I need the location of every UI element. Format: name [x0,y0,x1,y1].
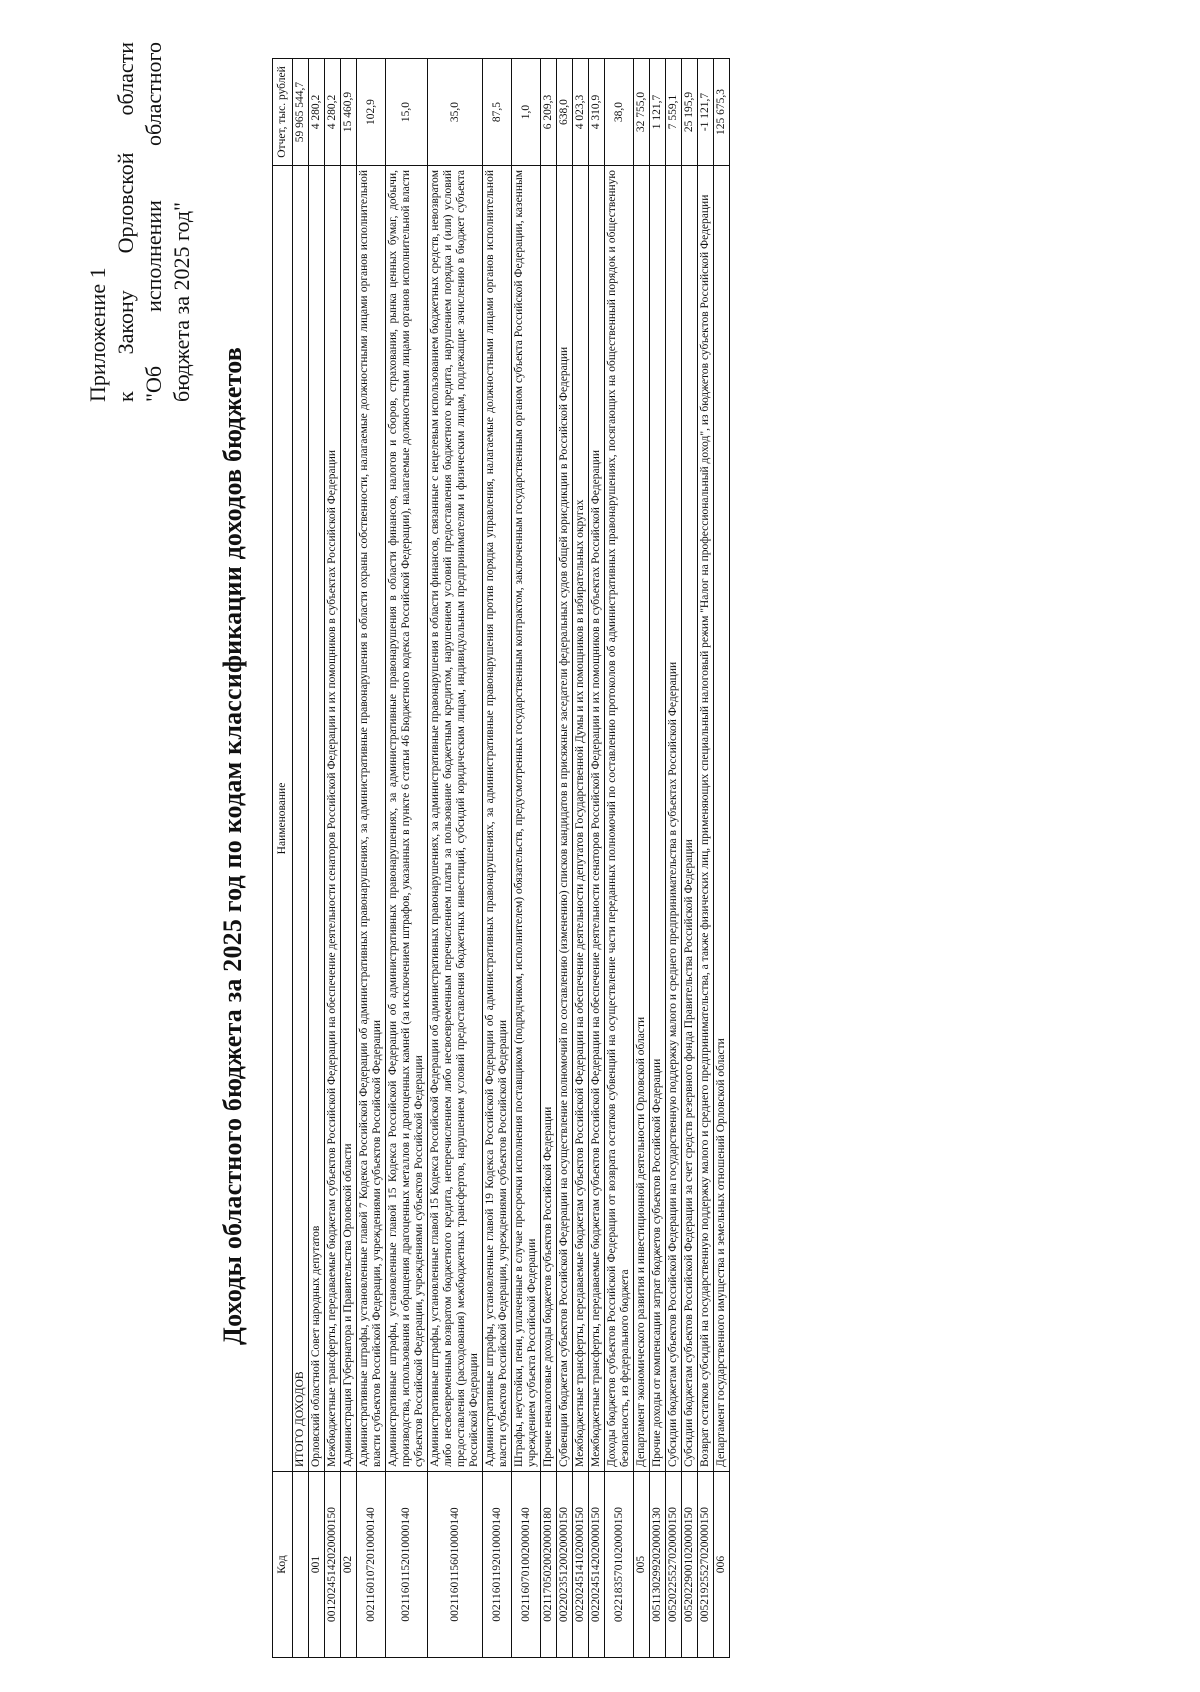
table-row [666,59,682,1658]
row-name: Орловский областной Совет народных депутатов [309,166,325,1472]
table-header-row [273,59,293,1658]
table-row [325,59,341,1658]
table-row [293,59,309,1658]
table-row [341,59,357,1658]
row-code: 00221835701020000150 [605,1472,634,1658]
row-name: Прочие неналоговые доходы бюджетов субъектов Российской Федерации [541,166,557,1472]
row-code: 00211601156010000140 [428,1472,483,1658]
row-code: 001 [309,1472,325,1658]
row-name: Субсидии бюджетам субъектов Российской Федерации на государственную поддержку малого и среднего предпринимательства в субъектах Российской Федерации [666,166,682,1472]
row-code: 00520225527020000150 [666,1472,682,1658]
row-amount: 15 460,9 [341,59,357,166]
document-title: Доходы областного бюджета за 2025 год по кодам классификации доходов бюджетов [218,347,247,1346]
table-row [557,59,573,1658]
table-row [573,59,589,1658]
table-row [541,59,557,1658]
row-name: Доходы бюджетов субъектов Российской Федерации от возврата остатков субвенций на осуществление части переданных полномочий по составлению протоколов об административных правонарушениях, посягающих на общественный порядок и общественную безопасность, из федерального бюджета [605,166,634,1472]
row-name: Субвенции бюджетам субъектов Российской Федерации на осуществление полномочий по составлению (изменению) списков кандидатов в присяжные заседатели федеральных судов общей юрисдикции в Российской Федерации [557,166,573,1472]
table-row [650,59,666,1658]
revenue-table [272,58,730,1658]
row-name: ИТОГО ДОХОДОВ [293,166,309,1472]
row-amount: 6 209,3 [541,59,557,166]
header-code: Код [273,1472,293,1658]
table-row [682,59,698,1658]
row-name: Прочие доходы от компенсации затрат бюджетов субъектов Российской Федерации [650,166,666,1472]
header-amount: Отчет, тыс. рублей [273,59,293,166]
table-row [589,59,605,1658]
row-name: Административные штрафы, установленные главой 7 Кодекса Российской Федерации об административных правонарушениях, за административные правонарушения в области охраны собственности, налагаемые должностными лицами органов исполнительной власти субъектов Российской Федерации, учреждениями субъектов Российской Федерации [357,166,386,1472]
row-name: Департамент государственного имущества и земельных отношений Орловской области [714,166,730,1472]
row-amount: 102,9 [357,59,386,166]
row-name: Межбюджетные трансферты, передаваемые бюджетам субъектов Российской Федерации на обеспечение деятельности сенаторов Российской Федерации и их помощников в субъектах Российской Федерации [325,166,341,1472]
row-name: Административные штрафы, установленные главой 19 Кодекса Российской Федерации об административных правонарушениях, за административные правонарушения против порядка управления, налагаемые должностными лицами органов исполнительной власти субъектов Российской Федерации, учреждениями субъектов Российской Федерации [483,166,512,1472]
row-name: Административные штрафы, установленные главой 15 Кодекса Российской Федерации об административных правонарушениях, за административные правонарушения в области финансов, связанные с нецелевым использованием бюджетных средств, невозвратом либо несвоевременным возвратом бюджетного кредита, неперечислением либо несвоевременным перечислением платы за пользование бюджетным кредитом, нарушением условий предоставления бюджетного кредита, нарушением порядка и (или) условий предоставления (расходования) межбюджетных трансфертов, нарушением условий предоставления бюджетных инвестиций, субсидий юридическим лицам, индивидуальным предпринимателям и физическим лицам, подлежащие зачислению в бюджет субъекта Российской Федерации [428,166,483,1472]
row-amount: 25 195,9 [682,59,698,166]
row-amount: 15,0 [386,59,428,166]
appendix-line-2: к Закону Орловской области [113,42,138,402]
row-amount: 38,0 [605,59,634,166]
row-amount: 125 675,3 [714,59,730,166]
table-row [309,59,325,1658]
row-name: Административные штрафы, установленные главой 15 Кодекса Российской Федерации об административных правонарушениях, за административные правонарушения в области финансов, налогов и сборов, страхования, рынка ценных бумаг, добычи, производства, использования и обращения драгоценных металлов и драгоценных камней (за исключением штрафов, указанных в пункте 6 статьи 46 Бюджетного кодекса Российской Федерации), налагаемые должностными лицами органов исполнительной власти субъектов Российской Федерации, учреждениями субъектов Российской Федерации [386,166,428,1472]
appendix-line-4: бюджета за 2025 год" [169,202,194,402]
table-row [634,59,650,1658]
table-row [698,59,714,1658]
row-name: Возврат остатков субсидий на государственную поддержку малого и среднего предпринимательства, а также физических лиц, применяющих специальный налоговый режим "Налог на профессиональный доход", из бюджетов субъектов Российской Федерации [698,166,714,1472]
row-amount: 32 755,0 [634,59,650,166]
row-amount: 4 310,9 [589,59,605,166]
table-row [428,59,483,1658]
row-amount: 87,5 [483,59,512,166]
appendix-line-3: "Об исполнении областного [141,42,166,402]
row-amount: 59 965 544,7 [293,59,309,166]
row-amount: 1 121,7 [650,59,666,166]
row-amount: 1,0 [512,59,541,166]
table-row [714,59,730,1658]
table-row [512,59,541,1658]
row-code: 00211601192010000140 [483,1472,512,1658]
table-row [357,59,386,1658]
row-code: 006 [714,1472,730,1658]
row-amount: 4 280,2 [309,59,325,166]
table-row [386,59,428,1658]
row-amount: -1 121,7 [698,59,714,166]
table-row [483,59,512,1658]
row-code: 002 [341,1472,357,1658]
row-name: Штрафы, неустойки, пени, уплаченные в случае просрочки исполнения поставщиком (подрядчиком, исполнителем) обязательств, предусмотренных государственным контрактом, заключенным государственным органом субъекта Российской Федерации, казенным учреждением субъекта Российской Федерации [512,166,541,1472]
row-code: 00521925527020000150 [698,1472,714,1658]
row-name: Субсидии бюджетам субъектов Российской Федерации за счет средств резервного фонда Правительства Российской Федерации [682,166,698,1472]
row-code [293,1472,309,1658]
row-amount: 4 280,2 [325,59,341,166]
row-code: 00211607010020000140 [512,1472,541,1658]
row-code: 005 [634,1472,650,1658]
table-row [605,59,634,1658]
header-name: Наименование [273,166,293,1472]
revenue-table-container [272,58,730,1658]
row-code: 00220235120020000150 [557,1472,573,1658]
row-name: Администрация Губернатора и Правительства Орловской области [341,166,357,1472]
row-code: 00211601152010000140 [386,1472,428,1658]
row-name: Департамент экономического развития и инвестиционной деятельности Орловской области [634,166,650,1472]
row-code: 00511302992020000130 [650,1472,666,1658]
row-name: Межбюджетные трансферты, передаваемые бюджетам субъектов Российской Федерации на обеспечение деятельности сенаторов Российской Федерации и их помощников в субъектах Российской Федерации [589,166,605,1472]
appendix-line-1: Приложение 1 [85,267,110,402]
row-amount: 4 023,3 [573,59,589,166]
row-code: 00211705020020000180 [541,1472,557,1658]
appendix-header [84,42,196,402]
row-code: 00220245141020000150 [573,1472,589,1658]
table-body [293,59,730,1658]
row-amount: 638,0 [557,59,573,166]
row-name: Межбюджетные трансферты, передаваемые бюджетам субъектов Российской Федерации на обеспечение деятельности депутатов Государственной Думы и их помощников в избирательных округах [573,166,589,1472]
row-code: 00211601072010000140 [357,1472,386,1658]
row-amount: 35,0 [428,59,483,166]
row-code: 00220245142020000150 [589,1472,605,1658]
row-code: 00120245142020000150 [325,1472,341,1658]
row-code: 00520229001020000150 [682,1472,698,1658]
row-amount: 7 559,1 [666,59,682,166]
